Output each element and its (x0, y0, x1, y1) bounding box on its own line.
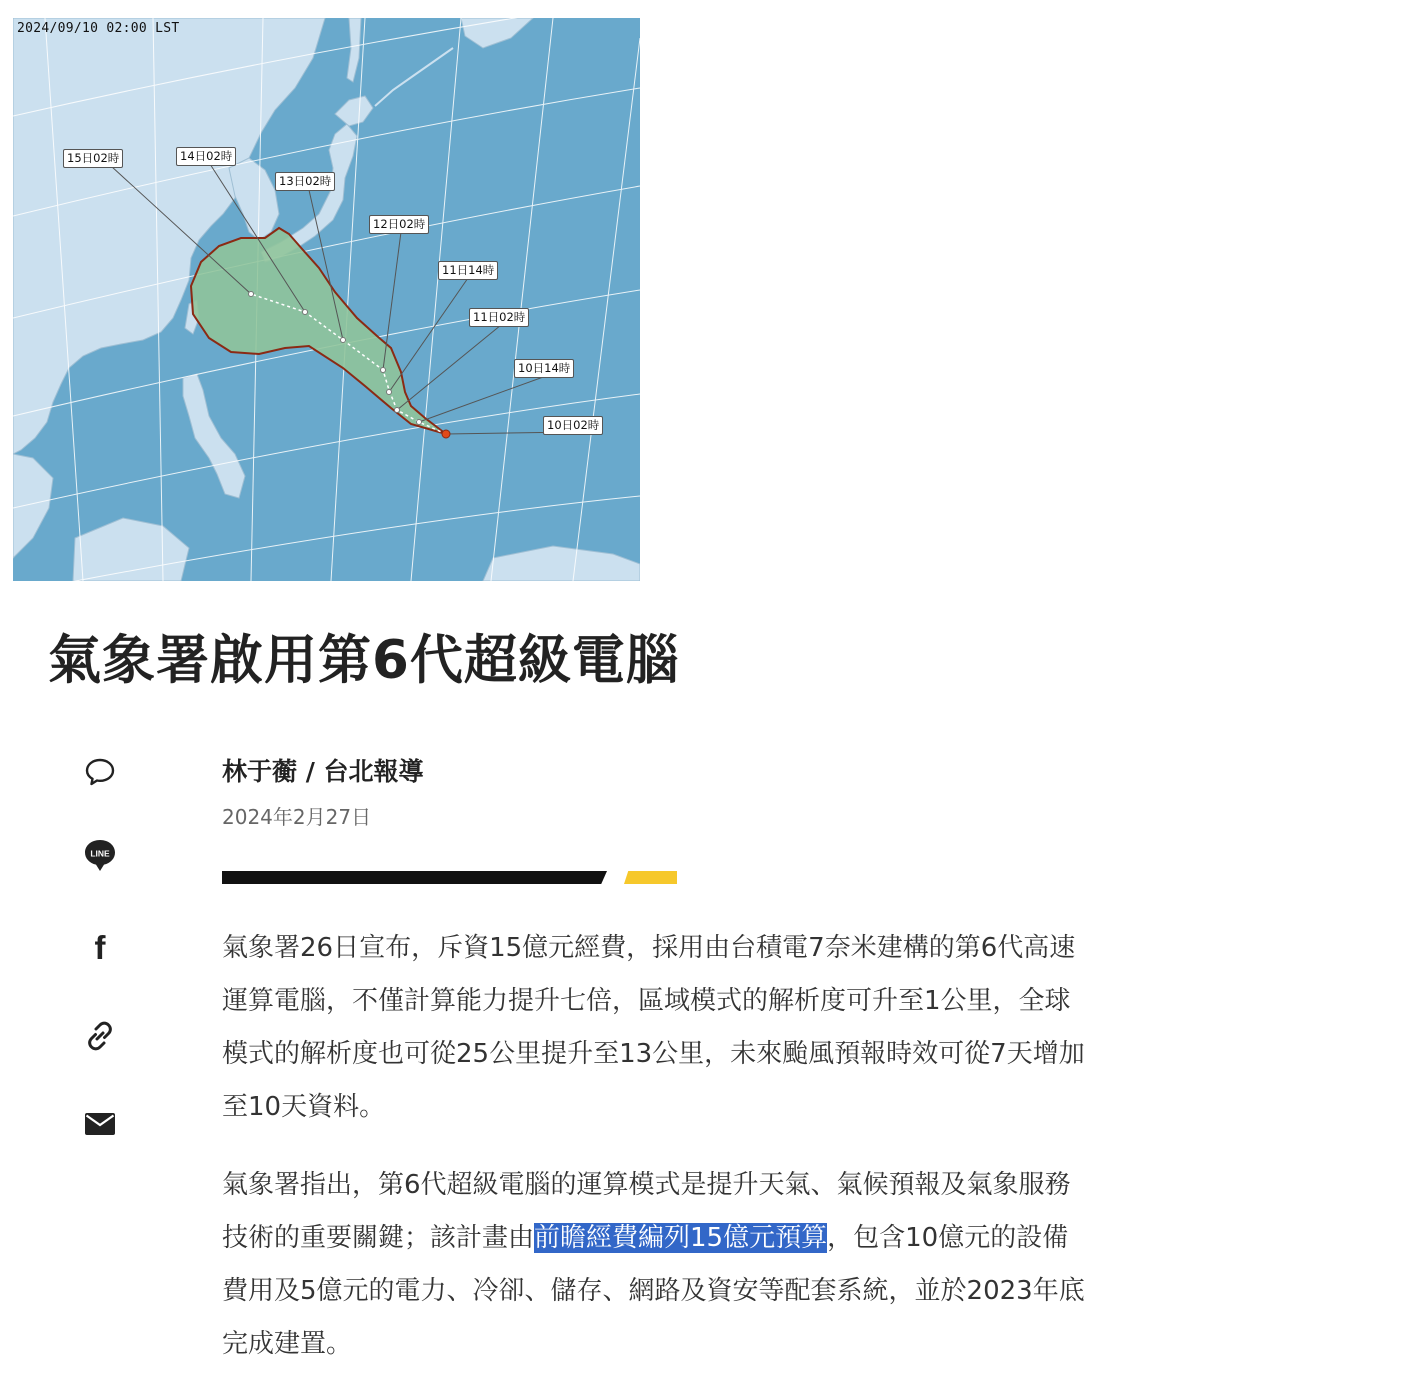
forecast-label-14d02: 14日02時 (176, 147, 236, 166)
typhoon-current-position (442, 430, 450, 438)
comment-button[interactable] (78, 752, 122, 792)
line-icon-label: LINE (90, 848, 110, 859)
paragraph-line: 至10天資料。 (222, 1092, 386, 1122)
byline-divider-accent (624, 871, 677, 884)
paragraph-line: 模式的解析度也可從25公里提升至13公里，未來颱風預報時效可從7天增加 (222, 1039, 1085, 1069)
share-line-button[interactable] (78, 836, 122, 876)
paragraph-text: ，包含10億元的設備 (827, 1223, 1069, 1253)
facebook-icon (88, 932, 112, 964)
typhoon-forecast-map (13, 18, 640, 581)
comment-icon (84, 757, 116, 787)
share-email-button[interactable] (78, 1104, 122, 1144)
paragraph-line: 費用及5億元的電力、冷卻、儲存、網路及資安等配套系統，並於2023年底 (222, 1276, 1085, 1306)
forecast-label-11d02: 11日02時 (469, 308, 529, 327)
link-icon (83, 1019, 117, 1053)
forecast-label-10d14: 10日14時 (514, 359, 574, 378)
forecast-label-10d02: 10日02時 (543, 416, 603, 435)
forecast-label-11d14: 11日14時 (438, 261, 498, 280)
map-timestamp: 2024/09/10 02:00 LST (17, 21, 180, 36)
paragraph-line: 完成建置。 (222, 1329, 353, 1359)
paragraph-line: 氣象署26日宣布，斥資15億元經費，採用由台積電7奈米建構的第6代高速 (222, 933, 1076, 963)
email-icon (84, 1111, 116, 1137)
copy-link-button[interactable] (78, 1016, 122, 1056)
paragraph-line: 氣象署指出，第6代超級電腦的運算模式是提升天氣、氣候預報及氣象服務 (222, 1170, 1071, 1200)
article-date: 2024年2月27日 (222, 805, 372, 829)
map-graphic (13, 18, 640, 581)
facebook-icon-glyph: f (94, 932, 106, 964)
byline-divider (222, 871, 607, 884)
article-author: 林于蘅 / 台北報導 (222, 757, 424, 786)
article-paragraph-1 (222, 922, 1222, 1134)
forecast-label-12d02: 12日02時 (369, 215, 429, 234)
line-icon (83, 838, 117, 874)
paragraph-line (222, 1212, 1222, 1265)
share-facebook-button[interactable] (78, 928, 122, 968)
paragraph-line: 運算電腦，不僅計算能力提升七倍，區域模式的解析度可升至1公里，全球 (222, 986, 1071, 1016)
paragraph-text: 技術的重要關鍵；該計畫由 (222, 1223, 535, 1253)
selected-text-highlight[interactable]: 前瞻經費編列15億元預算 (534, 1223, 828, 1253)
article-headline: 氣象署啟用第6代超級電腦 (48, 630, 680, 691)
forecast-label-13d02: 13日02時 (275, 172, 335, 191)
article-paragraph-2 (222, 1159, 1222, 1371)
forecast-label-15d02: 15日02時 (63, 149, 123, 168)
